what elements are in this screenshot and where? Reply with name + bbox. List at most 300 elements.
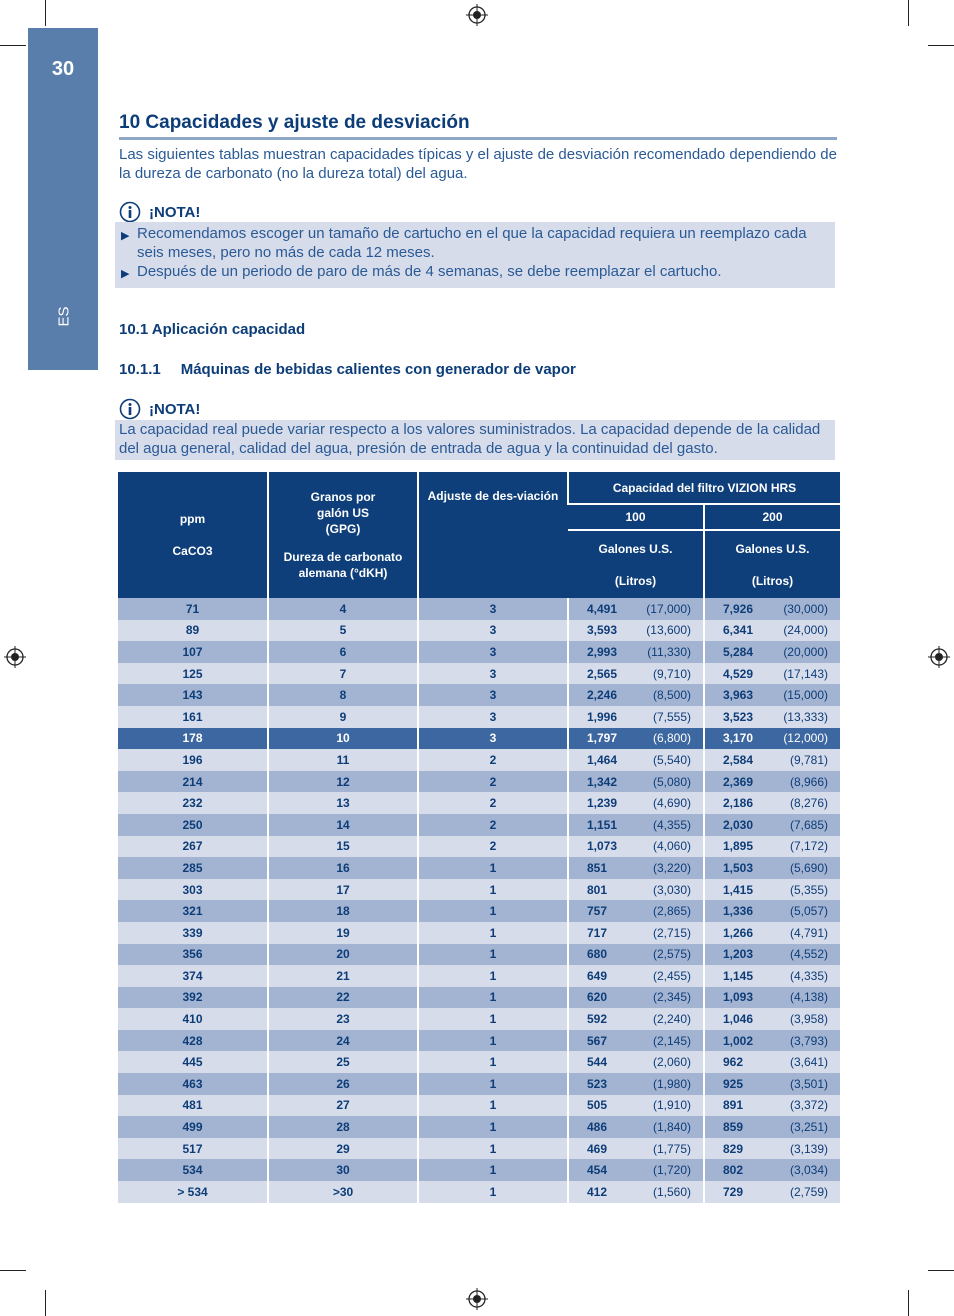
header-gpg-line: galón US <box>316 506 369 520</box>
cell-bypass: 1 <box>418 922 568 944</box>
bullet-arrow-icon: ▶ <box>121 268 130 280</box>
cell-ppm: 285 <box>118 857 268 879</box>
header-caco3-label: CaCO3 <box>172 544 213 558</box>
liters-value: (5,057) <box>789 904 829 919</box>
cell-ppm: 143 <box>118 684 268 706</box>
note-bullet <box>115 262 835 284</box>
cell-capacity-200 <box>704 792 840 814</box>
cell-capacity-100 <box>568 1030 704 1052</box>
gallons-value: 544 <box>587 1055 608 1070</box>
section-title: 10 Capacidades y ajuste de desviación <box>119 112 470 133</box>
liters-value: (2,575) <box>652 947 691 962</box>
liters-value: (2,060) <box>652 1055 691 1070</box>
cell-gpg: 29 <box>268 1138 418 1160</box>
cell-gpg: 24 <box>268 1030 418 1052</box>
cell-bypass: 1 <box>418 1030 568 1052</box>
cell-bypass: 1 <box>418 1181 568 1203</box>
cell-ppm: 428 <box>118 1030 268 1052</box>
cell-capacity-200 <box>704 620 840 642</box>
cell-gpg: 27 <box>268 1095 418 1117</box>
cell-capacity-100 <box>568 1095 704 1117</box>
liters-value: (24,000) <box>783 623 829 638</box>
liters-value: (3,793) <box>789 1033 829 1048</box>
bullet-arrow-icon: ▶ <box>121 230 130 242</box>
cell-capacity-200 <box>704 663 840 685</box>
cell-ppm: 214 <box>118 771 268 793</box>
cell-bypass: 1 <box>418 1138 568 1160</box>
cell-gpg: 6 <box>268 641 418 663</box>
header-dkh-line: Dureza de carbonato <box>283 550 403 564</box>
crop-mark <box>45 1290 46 1316</box>
liters-value: (13,333) <box>783 709 829 724</box>
gallons-value: 1,996 <box>587 709 618 724</box>
cell-ppm: 71 <box>118 598 268 620</box>
liters-value: (1,560) <box>652 1184 691 1199</box>
header-units-100 <box>568 530 704 598</box>
gallons-value: 717 <box>587 925 608 940</box>
header-bypass: Adjuste de des-viación <box>418 472 568 598</box>
crop-mark <box>908 0 909 26</box>
cell-capacity-100 <box>568 857 704 879</box>
cell-bypass: 3 <box>418 641 568 663</box>
liters-value: (3,030) <box>652 882 691 897</box>
page-number: 30 <box>51 58 75 80</box>
cell-ppm: 339 <box>118 922 268 944</box>
cell-gpg: 8 <box>268 684 418 706</box>
cell-capacity-200 <box>704 987 840 1009</box>
crop-mark <box>908 1290 909 1316</box>
cell-ppm: 392 <box>118 987 268 1009</box>
gallons-value: 1,266 <box>723 925 754 940</box>
note-heading <box>119 398 200 420</box>
cell-capacity-100 <box>568 792 704 814</box>
cell-bypass: 1 <box>418 1116 568 1138</box>
gallons-value: 1,336 <box>723 904 754 919</box>
cell-bypass: 1 <box>418 987 568 1009</box>
cell-gpg: 13 <box>268 792 418 814</box>
gallons-value: 891 <box>723 1098 744 1113</box>
cell-ppm: 481 <box>118 1095 268 1117</box>
cell-gpg: 15 <box>268 836 418 858</box>
liters-value: (2,145) <box>652 1033 691 1048</box>
cell-gpg: 30 <box>268 1159 418 1181</box>
table-row <box>118 857 840 879</box>
table-row <box>118 598 840 620</box>
cell-capacity-200 <box>704 1138 840 1160</box>
liters-value: (4,355) <box>652 817 691 832</box>
cell-gpg: 14 <box>268 814 418 836</box>
table-row <box>118 771 840 793</box>
liters-value: (1,980) <box>652 1076 691 1091</box>
cell-capacity-100 <box>568 620 704 642</box>
liters-value: (3,220) <box>652 860 691 875</box>
cell-capacity-200 <box>704 965 840 987</box>
cell-capacity-200 <box>704 900 840 922</box>
cell-ppm: 250 <box>118 814 268 836</box>
liters-value: (9,781) <box>789 752 829 767</box>
registration-mark-icon <box>928 646 950 668</box>
gallons-value: 1,895 <box>723 839 754 854</box>
cell-gpg: 4 <box>268 598 418 620</box>
table-row <box>118 965 840 987</box>
gallons-value: 1,002 <box>723 1033 754 1048</box>
liters-value: (30,000) <box>783 601 829 616</box>
gallons-value: 1,464 <box>587 752 618 767</box>
header-liters: (Litros) <box>614 573 657 588</box>
table-row <box>118 641 840 663</box>
cell-capacity-200 <box>704 641 840 663</box>
gallons-value: 567 <box>587 1033 608 1048</box>
liters-value: (4,335) <box>789 968 829 983</box>
cell-bypass: 3 <box>418 620 568 642</box>
cell-bypass: 2 <box>418 814 568 836</box>
cell-bypass: 2 <box>418 749 568 771</box>
cell-gpg: 11 <box>268 749 418 771</box>
cell-capacity-100 <box>568 749 704 771</box>
cell-ppm: 356 <box>118 944 268 966</box>
cell-ppm: 161 <box>118 706 268 728</box>
cell-bypass: 1 <box>418 1051 568 1073</box>
liters-value: (8,276) <box>789 796 829 811</box>
cell-capacity-100 <box>568 965 704 987</box>
cell-ppm: > 534 <box>118 1181 268 1203</box>
header-gallons: Galones U.S. <box>735 541 810 556</box>
cell-capacity-100 <box>568 836 704 858</box>
gallons-value: 412 <box>587 1184 608 1199</box>
cell-ppm: 125 <box>118 663 268 685</box>
gallons-value: 649 <box>587 968 608 983</box>
cell-gpg: 19 <box>268 922 418 944</box>
cell-bypass: 2 <box>418 836 568 858</box>
table-row <box>118 814 840 836</box>
liters-value: (1,840) <box>652 1120 691 1135</box>
crop-mark <box>45 0 46 26</box>
liters-value: (1,910) <box>652 1098 691 1113</box>
cell-bypass: 1 <box>418 1008 568 1030</box>
cell-ppm: 499 <box>118 1116 268 1138</box>
cell-ppm: 107 <box>118 641 268 663</box>
cell-capacity-200 <box>704 922 840 944</box>
registration-mark-icon <box>466 1288 488 1310</box>
cell-gpg: 10 <box>268 728 418 750</box>
cell-capacity-200 <box>704 1030 840 1052</box>
gallons-value: 3,593 <box>587 623 618 638</box>
gallons-value: 1,046 <box>723 1012 754 1027</box>
liters-value: (6,800) <box>652 731 691 746</box>
liters-value: (5,540) <box>652 752 691 767</box>
cell-ppm: 410 <box>118 1008 268 1030</box>
table-row <box>118 792 840 814</box>
cell-gpg: 5 <box>268 620 418 642</box>
cell-gpg: 20 <box>268 944 418 966</box>
liters-value: (9,710) <box>652 666 691 681</box>
cell-ppm: 517 <box>118 1138 268 1160</box>
liters-value: (7,685) <box>789 817 829 832</box>
liters-value: (20,000) <box>783 644 829 659</box>
cell-capacity-100 <box>568 771 704 793</box>
cell-ppm: 374 <box>118 965 268 987</box>
gallons-value: 1,203 <box>723 947 754 962</box>
liters-value: (4,060) <box>652 839 691 854</box>
cell-capacity-200 <box>704 857 840 879</box>
note-bullet-text: Recomendamos escoger un tamaño de cartucho en el que la capacidad requiera un reemplazo cada seis meses, pero no más de cada 12 meses. <box>137 225 807 261</box>
cell-gpg: 28 <box>268 1116 418 1138</box>
liters-value: (5,080) <box>652 774 691 789</box>
cell-capacity-100 <box>568 1159 704 1181</box>
table-row <box>118 728 840 750</box>
table-row <box>118 706 840 728</box>
table-row <box>118 1008 840 1030</box>
capacity-table <box>118 472 840 1203</box>
header-capacity: Capacidad del filtro VIZION HRS <box>568 472 840 504</box>
cell-capacity-100 <box>568 922 704 944</box>
cell-bypass: 1 <box>418 1095 568 1117</box>
table-row <box>118 900 840 922</box>
gallons-value: 1,239 <box>587 796 618 811</box>
liters-value: (12,000) <box>783 731 829 746</box>
title-rule <box>119 137 837 140</box>
cell-capacity-100 <box>568 641 704 663</box>
gallons-value: 505 <box>587 1098 608 1113</box>
cell-ppm: 534 <box>118 1159 268 1181</box>
note-label: ¡NOTA! <box>149 400 201 418</box>
liters-value: (4,690) <box>652 796 691 811</box>
header-liters: (Litros) <box>751 573 794 588</box>
gallons-value: 523 <box>587 1076 608 1091</box>
gallons-value: 859 <box>723 1120 744 1135</box>
liters-value: (17,000) <box>646 601 691 616</box>
gallons-value: 680 <box>587 947 608 962</box>
crop-mark <box>0 1270 26 1271</box>
cell-gpg: 16 <box>268 857 418 879</box>
gallons-value: 486 <box>587 1120 608 1135</box>
gallons-value: 1,342 <box>587 774 618 789</box>
note-text: La capacidad real puede variar respecto a los valores suministrados. La capacidad depende de la calidad del agua general, calidad del agua, presión de entrada de agua y la continuidad del gasto. <box>119 421 821 457</box>
gallons-value: 2,565 <box>587 666 618 681</box>
table-row <box>118 1181 840 1203</box>
table-body <box>118 598 840 1203</box>
cell-capacity-200 <box>704 1073 840 1095</box>
gallons-value: 4,491 <box>587 601 618 616</box>
table-row <box>118 987 840 1009</box>
liters-value: (5,690) <box>789 860 829 875</box>
cell-capacity-200 <box>704 1095 840 1117</box>
header-gpg-line: Granos por <box>310 490 376 504</box>
liters-value: (3,251) <box>789 1120 829 1135</box>
gallons-value: 1,093 <box>723 990 754 1005</box>
cell-gpg: 25 <box>268 1051 418 1073</box>
cell-bypass: 3 <box>418 728 568 750</box>
cell-capacity-200 <box>704 1181 840 1203</box>
cell-bypass: 2 <box>418 792 568 814</box>
cell-bypass: 2 <box>418 771 568 793</box>
header-gallons: Galones U.S. <box>598 541 673 556</box>
cell-bypass: 3 <box>418 598 568 620</box>
header-ppm-label: ppm <box>179 512 206 526</box>
liters-value: (2,240) <box>652 1012 691 1027</box>
cell-gpg: 26 <box>268 1073 418 1095</box>
cell-capacity-100 <box>568 598 704 620</box>
cell-ppm: 321 <box>118 900 268 922</box>
crop-mark <box>928 1270 954 1271</box>
cell-capacity-100 <box>568 1116 704 1138</box>
table-row <box>118 922 840 944</box>
section-intro: Las siguientes tablas muestran capacidades típicas y el ajuste de desviación recomendado dependiendo de la dureza de carbonato (no la dureza total) del agua. <box>119 146 837 182</box>
liters-value: (3,034) <box>789 1163 829 1178</box>
liters-value: (4,552) <box>789 947 829 962</box>
liters-value: (17,143) <box>783 666 829 681</box>
cell-capacity-200 <box>704 728 840 750</box>
cell-capacity-100 <box>568 706 704 728</box>
table-row <box>118 663 840 685</box>
liters-value: (1,720) <box>652 1163 691 1178</box>
cell-capacity-100 <box>568 1008 704 1030</box>
cell-capacity-100 <box>568 900 704 922</box>
cell-gpg: 23 <box>268 1008 418 1030</box>
table-row <box>118 749 840 771</box>
liters-value: (5,355) <box>789 882 829 897</box>
table-row <box>118 1116 840 1138</box>
cell-gpg: 22 <box>268 987 418 1009</box>
cell-capacity-200 <box>704 1159 840 1181</box>
cell-ppm: 196 <box>118 749 268 771</box>
liters-value: (3,372) <box>789 1098 829 1113</box>
liters-value: (2,759) <box>789 1184 829 1199</box>
cell-capacity-100 <box>568 663 704 685</box>
cell-ppm: 445 <box>118 1051 268 1073</box>
cell-bypass: 1 <box>418 1073 568 1095</box>
liters-value: (4,138) <box>789 990 829 1005</box>
cell-gpg: 17 <box>268 879 418 901</box>
cell-bypass: 1 <box>418 1159 568 1181</box>
table-row <box>118 1095 840 1117</box>
cell-capacity-100 <box>568 879 704 901</box>
gallons-value: 851 <box>587 860 608 875</box>
gallons-value: 592 <box>587 1012 608 1027</box>
cell-ppm: 232 <box>118 792 268 814</box>
liters-value: (11,330) <box>647 644 691 659</box>
cell-gpg: 12 <box>268 771 418 793</box>
cell-gpg: 18 <box>268 900 418 922</box>
cell-bypass: 3 <box>418 684 568 706</box>
gallons-value: 5,284 <box>723 644 754 659</box>
header-units-200 <box>704 530 840 598</box>
gallons-value: 2,993 <box>587 644 618 659</box>
table-row <box>118 1159 840 1181</box>
info-icon <box>119 201 141 223</box>
note-bullet-text: Después de un periodo de paro de más de 4 semanas, se debe reemplazar el cartucho. <box>137 263 722 280</box>
liters-value: (3,139) <box>789 1141 829 1156</box>
table-row <box>118 944 840 966</box>
registration-mark-icon <box>4 646 26 668</box>
table-row <box>118 620 840 642</box>
cell-capacity-200 <box>704 771 840 793</box>
info-icon <box>119 398 141 420</box>
gallons-value: 454 <box>587 1163 608 1178</box>
header-gpg <box>268 472 418 598</box>
cell-capacity-100 <box>568 814 704 836</box>
header-gpg-line: (GPG) <box>325 522 361 536</box>
cell-bypass: 1 <box>418 900 568 922</box>
liters-value: (4,791) <box>789 925 829 940</box>
cell-bypass: 1 <box>418 944 568 966</box>
subsubsection-text: Máquinas de bebidas calientes con generador de vapor <box>180 361 576 378</box>
subsubsection-number: 10.1.1 <box>119 361 161 378</box>
table-row <box>118 1051 840 1073</box>
header-size-100: 100 <box>568 504 704 530</box>
gallons-value: 1,145 <box>723 968 754 983</box>
gallons-value: 925 <box>723 1076 744 1091</box>
liters-value: (8,500) <box>652 688 691 703</box>
gallons-value: 2,584 <box>723 752 754 767</box>
table-row <box>118 1073 840 1095</box>
cell-capacity-200 <box>704 1116 840 1138</box>
cell-capacity-200 <box>704 749 840 771</box>
header-size-200: 200 <box>704 504 840 530</box>
page-sidebar <box>28 28 98 370</box>
gallons-value: 620 <box>587 990 608 1005</box>
note-heading <box>119 201 200 223</box>
liters-value: (13,600) <box>646 623 691 638</box>
gallons-value: 4,529 <box>723 666 754 681</box>
cell-capacity-100 <box>568 1181 704 1203</box>
crop-mark <box>928 45 954 46</box>
cell-gpg: 7 <box>268 663 418 685</box>
gallons-value: 2,030 <box>723 817 754 832</box>
cell-bypass: 1 <box>418 857 568 879</box>
cell-capacity-200 <box>704 598 840 620</box>
cell-bypass: 1 <box>418 965 568 987</box>
liters-value: (2,345) <box>652 990 691 1005</box>
cell-capacity-100 <box>568 1051 704 1073</box>
header-ppm <box>118 472 268 598</box>
note-box <box>115 420 835 460</box>
subsubsection-title <box>119 361 576 378</box>
table-row <box>118 879 840 901</box>
liters-value: (1,775) <box>652 1141 691 1156</box>
liters-value: (8,966) <box>789 774 829 789</box>
cell-ppm: 267 <box>118 836 268 858</box>
cell-capacity-200 <box>704 944 840 966</box>
liters-value: (15,000) <box>783 688 829 703</box>
gallons-value: 757 <box>587 904 608 919</box>
gallons-value: 3,170 <box>723 731 754 746</box>
subsection-title: 10.1 Aplicación capacidad <box>119 321 306 338</box>
cell-bypass: 1 <box>418 879 568 901</box>
liters-value: (7,172) <box>789 839 829 854</box>
cell-capacity-100 <box>568 1138 704 1160</box>
cell-capacity-200 <box>704 879 840 901</box>
language-tag: ES <box>55 306 73 327</box>
gallons-value: 1,797 <box>587 731 618 746</box>
cell-ppm: 303 <box>118 879 268 901</box>
gallons-value: 1,151 <box>587 817 618 832</box>
gallons-value: 7,926 <box>723 601 754 616</box>
gallons-value: 3,523 <box>723 709 754 724</box>
gallons-value: 2,186 <box>723 796 754 811</box>
liters-value: (3,501) <box>789 1076 829 1091</box>
cell-capacity-100 <box>568 944 704 966</box>
gallons-value: 801 <box>587 882 608 897</box>
cell-ppm: 463 <box>118 1073 268 1095</box>
cell-bypass: 3 <box>418 706 568 728</box>
cell-capacity-200 <box>704 706 840 728</box>
cell-bypass: 3 <box>418 663 568 685</box>
cell-capacity-200 <box>704 1051 840 1073</box>
cell-capacity-100 <box>568 987 704 1009</box>
gallons-value: 729 <box>723 1184 744 1199</box>
gallons-value: 962 <box>723 1055 744 1070</box>
